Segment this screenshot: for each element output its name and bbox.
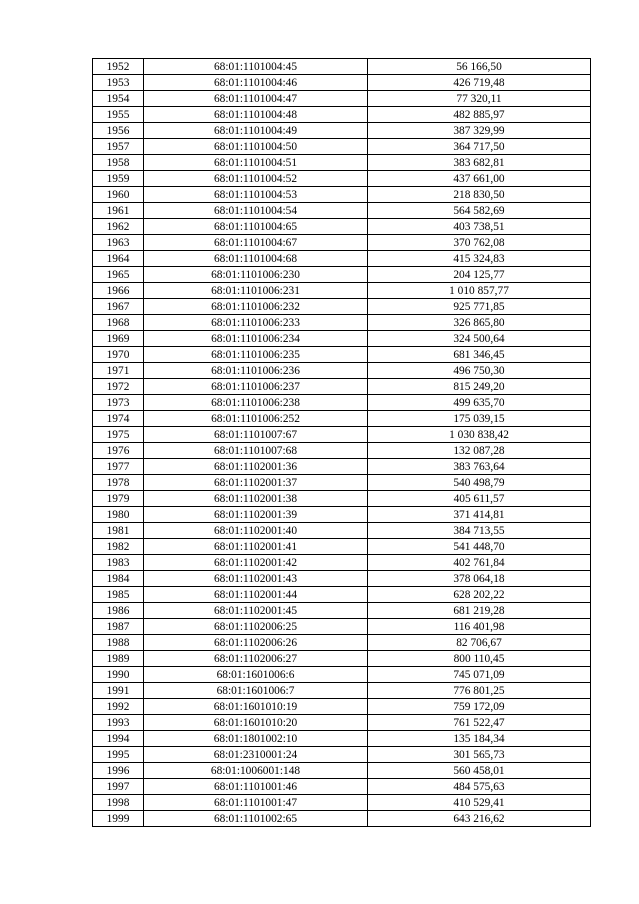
cadastral-number-cell: 68:01:1101001:47 — [144, 795, 368, 811]
cadastral-number-cell: 68:01:2310001:24 — [144, 747, 368, 763]
cadastral-value-cell: 56 166,50 — [368, 59, 591, 75]
cadastral-value-cell: 403 738,51 — [368, 219, 591, 235]
cadastral-number-cell: 68:01:1601006:7 — [144, 683, 368, 699]
table-row — [93, 555, 591, 571]
cadastral-value-cell: 759 172,09 — [368, 699, 591, 715]
table-row — [93, 635, 591, 651]
table-row — [93, 507, 591, 523]
cadastral-value-cell: 415 324,83 — [368, 251, 591, 267]
row-number-cell: 1985 — [93, 587, 144, 603]
cadastral-number-cell: 68:01:1102001:45 — [144, 603, 368, 619]
table-row — [93, 491, 591, 507]
cadastral-number-cell: 68:01:1102001:39 — [144, 507, 368, 523]
table-row — [93, 603, 591, 619]
row-number-cell: 1999 — [93, 811, 144, 827]
row-number-cell: 1972 — [93, 379, 144, 395]
table-row — [93, 587, 591, 603]
cadastral-number-cell: 68:01:1101007:67 — [144, 427, 368, 443]
row-number-cell: 1983 — [93, 555, 144, 571]
table-row — [93, 139, 591, 155]
table-row — [93, 443, 591, 459]
row-number-cell: 1965 — [93, 267, 144, 283]
table-row — [93, 699, 591, 715]
cadastral-value-cell: 499 635,70 — [368, 395, 591, 411]
cadastral-number-cell: 68:01:1102001:44 — [144, 587, 368, 603]
cadastral-value-cell: 761 522,47 — [368, 715, 591, 731]
cadastral-value-cell: 681 346,45 — [368, 347, 591, 363]
cadastral-value-cell: 437 661,00 — [368, 171, 591, 187]
table-row — [93, 299, 591, 315]
cadastral-number-cell: 68:01:1101007:68 — [144, 443, 368, 459]
row-number-cell: 1955 — [93, 107, 144, 123]
table-row — [93, 251, 591, 267]
table-row — [93, 651, 591, 667]
row-number-cell: 1995 — [93, 747, 144, 763]
cadastral-value-cell: 776 801,25 — [368, 683, 591, 699]
row-number-cell: 1953 — [93, 75, 144, 91]
table-row — [93, 267, 591, 283]
cadastral-number-cell: 68:01:1101006:231 — [144, 283, 368, 299]
table-row — [93, 331, 591, 347]
cadastral-value-cell: 405 611,57 — [368, 491, 591, 507]
cadastral-value-cell: 364 717,50 — [368, 139, 591, 155]
row-number-cell: 1984 — [93, 571, 144, 587]
table-row — [93, 155, 591, 171]
row-number-cell: 1952 — [93, 59, 144, 75]
table-row — [93, 811, 591, 827]
cadastral-value-cell: 383 682,81 — [368, 155, 591, 171]
cadastral-value-cell: 745 071,09 — [368, 667, 591, 683]
table-row — [93, 475, 591, 491]
row-number-cell: 1982 — [93, 539, 144, 555]
cadastral-value-cell: 135 184,34 — [368, 731, 591, 747]
table-row — [93, 75, 591, 91]
cadastral-value-cell: 643 216,62 — [368, 811, 591, 827]
row-number-cell: 1990 — [93, 667, 144, 683]
cadastral-value-cell: 116 401,98 — [368, 619, 591, 635]
cadastral-value-cell: 540 498,79 — [368, 475, 591, 491]
row-number-cell: 1986 — [93, 603, 144, 619]
row-number-cell: 1975 — [93, 427, 144, 443]
cadastral-value-cell: 925 771,85 — [368, 299, 591, 315]
row-number-cell: 1964 — [93, 251, 144, 267]
cadastral-number-cell: 68:01:1601006:6 — [144, 667, 368, 683]
cadastral-number-cell: 68:01:1101004:47 — [144, 91, 368, 107]
cadastral-number-cell: 68:01:1102006:25 — [144, 619, 368, 635]
cadastral-number-cell: 68:01:1101002:65 — [144, 811, 368, 827]
cadastral-value-cell: 426 719,48 — [368, 75, 591, 91]
row-number-cell: 1998 — [93, 795, 144, 811]
table-row — [93, 667, 591, 683]
table-row — [93, 315, 591, 331]
cadastral-number-cell: 68:01:1101004:46 — [144, 75, 368, 91]
cadastral-value-cell: 564 582,69 — [368, 203, 591, 219]
cadastral-number-cell: 68:01:1102001:40 — [144, 523, 368, 539]
table-row — [93, 187, 591, 203]
row-number-cell: 1960 — [93, 187, 144, 203]
table-row — [93, 283, 591, 299]
cadastral-value-cell: 326 865,80 — [368, 315, 591, 331]
table-row — [93, 235, 591, 251]
row-number-cell: 1961 — [93, 203, 144, 219]
cadastral-number-cell: 68:01:1102001:42 — [144, 555, 368, 571]
table-row — [93, 203, 591, 219]
table-row — [93, 411, 591, 427]
table-row — [93, 523, 591, 539]
row-number-cell: 1967 — [93, 299, 144, 315]
row-number-cell: 1981 — [93, 523, 144, 539]
row-number-cell: 1988 — [93, 635, 144, 651]
cadastral-value-cell: 132 087,28 — [368, 443, 591, 459]
cadastral-number-cell: 68:01:1101004:52 — [144, 171, 368, 187]
table-row — [93, 363, 591, 379]
cadastral-number-cell: 68:01:1102006:27 — [144, 651, 368, 667]
row-number-cell: 1992 — [93, 699, 144, 715]
table-row — [93, 379, 591, 395]
cadastral-number-cell: 68:01:1101004:54 — [144, 203, 368, 219]
table-row — [93, 715, 591, 731]
row-number-cell: 1989 — [93, 651, 144, 667]
table-row — [93, 539, 591, 555]
cadastral-value-cell: 482 885,97 — [368, 107, 591, 123]
table-row — [93, 59, 591, 75]
cadastral-value-cell: 378 064,18 — [368, 571, 591, 587]
cadastral-number-cell: 68:01:1101004:51 — [144, 155, 368, 171]
row-number-cell: 1996 — [93, 763, 144, 779]
cadastral-value-cell: 681 219,28 — [368, 603, 591, 619]
cadastral-value-cell: 800 110,45 — [368, 651, 591, 667]
row-number-cell: 1957 — [93, 139, 144, 155]
cadastral-number-cell: 68:01:1101006:234 — [144, 331, 368, 347]
row-number-cell: 1968 — [93, 315, 144, 331]
cadastral-number-cell: 68:01:1601010:20 — [144, 715, 368, 731]
cadastral-value-cell: 384 713,55 — [368, 523, 591, 539]
cadastral-value-cell: 383 763,64 — [368, 459, 591, 475]
table-row — [93, 619, 591, 635]
cadastral-number-cell: 68:01:1101004:65 — [144, 219, 368, 235]
cadastral-value-cell: 324 500,64 — [368, 331, 591, 347]
cadastral-value-cell: 204 125,77 — [368, 267, 591, 283]
row-number-cell: 1963 — [93, 235, 144, 251]
cadastral-value-cell: 410 529,41 — [368, 795, 591, 811]
row-number-cell: 1958 — [93, 155, 144, 171]
table-row — [93, 347, 591, 363]
row-number-cell: 1969 — [93, 331, 144, 347]
row-number-cell: 1962 — [93, 219, 144, 235]
cadastral-value-table — [92, 58, 591, 827]
cadastral-number-cell: 68:01:1101006:230 — [144, 267, 368, 283]
table-body — [93, 59, 591, 827]
row-number-cell: 1987 — [93, 619, 144, 635]
row-number-cell: 1959 — [93, 171, 144, 187]
cadastral-value-cell: 496 750,30 — [368, 363, 591, 379]
cadastral-number-cell: 68:01:1101006:235 — [144, 347, 368, 363]
cadastral-number-cell: 68:01:1102006:26 — [144, 635, 368, 651]
cadastral-number-cell: 68:01:1601010:19 — [144, 699, 368, 715]
cadastral-number-cell: 68:01:1101004:53 — [144, 187, 368, 203]
cadastral-number-cell: 68:01:1101004:68 — [144, 251, 368, 267]
cadastral-value-cell: 175 039,15 — [368, 411, 591, 427]
cadastral-number-cell: 68:01:1101006:237 — [144, 379, 368, 395]
cadastral-value-cell: 82 706,67 — [368, 635, 591, 651]
cadastral-number-cell: 68:01:1006001:148 — [144, 763, 368, 779]
row-number-cell: 1970 — [93, 347, 144, 363]
cadastral-number-cell: 68:01:1101006:236 — [144, 363, 368, 379]
table-row — [93, 763, 591, 779]
cadastral-number-cell: 68:01:1101006:232 — [144, 299, 368, 315]
cadastral-number-cell: 68:01:1102001:43 — [144, 571, 368, 587]
cadastral-value-cell: 371 414,81 — [368, 507, 591, 523]
cadastral-number-cell: 68:01:1102001:36 — [144, 459, 368, 475]
table-row — [93, 779, 591, 795]
cadastral-number-cell: 68:01:1101004:67 — [144, 235, 368, 251]
cadastral-value-cell: 1 030 838,42 — [368, 427, 591, 443]
cadastral-value-cell: 541 448,70 — [368, 539, 591, 555]
cadastral-value-cell: 301 565,73 — [368, 747, 591, 763]
cadastral-number-cell: 68:01:1101006:238 — [144, 395, 368, 411]
cadastral-number-cell: 68:01:1101004:45 — [144, 59, 368, 75]
cadastral-number-cell: 68:01:1101004:50 — [144, 139, 368, 155]
cadastral-value-cell: 370 762,08 — [368, 235, 591, 251]
row-number-cell: 1973 — [93, 395, 144, 411]
cadastral-number-cell: 68:01:1101004:49 — [144, 123, 368, 139]
row-number-cell: 1993 — [93, 715, 144, 731]
cadastral-number-cell: 68:01:1102001:37 — [144, 475, 368, 491]
row-number-cell: 1954 — [93, 91, 144, 107]
row-number-cell: 1979 — [93, 491, 144, 507]
cadastral-value-cell: 77 320,11 — [368, 91, 591, 107]
row-number-cell: 1997 — [93, 779, 144, 795]
row-number-cell: 1956 — [93, 123, 144, 139]
table-row — [93, 747, 591, 763]
row-number-cell: 1980 — [93, 507, 144, 523]
table-row — [93, 91, 591, 107]
row-number-cell: 1978 — [93, 475, 144, 491]
table-row — [93, 571, 591, 587]
row-number-cell: 1971 — [93, 363, 144, 379]
cadastral-number-cell: 68:01:1101006:233 — [144, 315, 368, 331]
table-row — [93, 171, 591, 187]
row-number-cell: 1977 — [93, 459, 144, 475]
cadastral-number-cell: 68:01:1101006:252 — [144, 411, 368, 427]
cadastral-number-cell: 68:01:1101004:48 — [144, 107, 368, 123]
cadastral-value-cell: 402 761,84 — [368, 555, 591, 571]
cadastral-number-cell: 68:01:1102001:41 — [144, 539, 368, 555]
table-row — [93, 683, 591, 699]
cadastral-value-cell: 484 575,63 — [368, 779, 591, 795]
row-number-cell: 1991 — [93, 683, 144, 699]
table-row — [93, 219, 591, 235]
row-number-cell: 1976 — [93, 443, 144, 459]
row-number-cell: 1966 — [93, 283, 144, 299]
cadastral-number-cell: 68:01:1801002:10 — [144, 731, 368, 747]
cadastral-value-cell: 1 010 857,77 — [368, 283, 591, 299]
table-row — [93, 731, 591, 747]
row-number-cell: 1994 — [93, 731, 144, 747]
cadastral-value-cell: 218 830,50 — [368, 187, 591, 203]
table-row — [93, 395, 591, 411]
cadastral-value-cell: 560 458,01 — [368, 763, 591, 779]
table-row — [93, 123, 591, 139]
cadastral-number-cell: 68:01:1101001:46 — [144, 779, 368, 795]
table-row — [93, 427, 591, 443]
cadastral-value-cell: 628 202,22 — [368, 587, 591, 603]
row-number-cell: 1974 — [93, 411, 144, 427]
cadastral-number-cell: 68:01:1102001:38 — [144, 491, 368, 507]
table-row — [93, 107, 591, 123]
table-row — [93, 795, 591, 811]
cadastral-value-cell: 387 329,99 — [368, 123, 591, 139]
cadastral-value-cell: 815 249,20 — [368, 379, 591, 395]
table-row — [93, 459, 591, 475]
